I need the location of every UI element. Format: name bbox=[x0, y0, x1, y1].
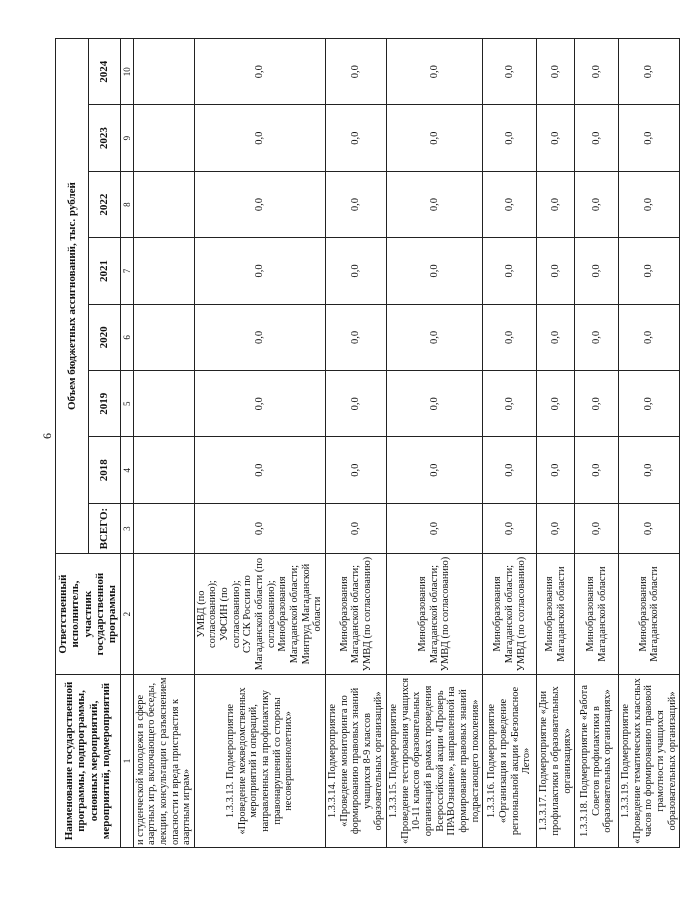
executor-line: Минобразования Магаданской области; bbox=[338, 564, 362, 664]
year-value: 0,0 bbox=[483, 39, 537, 105]
activity-name: 1.3.3.13. Подмероприятие «Проведение межведомственных мероприятий и операций, направленных на профилактику правонарушений со стороны несовершеннолетних» bbox=[194, 674, 325, 847]
column-number: 5 bbox=[120, 371, 133, 437]
year-value: 0,0 bbox=[619, 371, 680, 437]
table-row bbox=[194, 39, 325, 848]
document-page-rotated bbox=[55, 38, 678, 848]
year-value: 0,0 bbox=[325, 437, 386, 503]
table-row bbox=[619, 39, 680, 848]
year-value: 0,0 bbox=[575, 371, 619, 437]
year-value bbox=[133, 171, 194, 237]
total-value: 0,0 bbox=[619, 503, 680, 553]
column-number: 9 bbox=[120, 105, 133, 171]
executor-line: Минобразования Магаданской области; bbox=[492, 564, 515, 664]
column-number: 1 bbox=[120, 674, 133, 847]
header-year: 2020 bbox=[89, 304, 120, 370]
column-number: 2 bbox=[120, 554, 133, 675]
year-value: 0,0 bbox=[325, 105, 386, 171]
executor-line: СУ СК России по Магаданской области (по согласованию); bbox=[242, 557, 277, 671]
total-value: 0,0 bbox=[483, 503, 537, 553]
total-value: 0,0 bbox=[575, 503, 619, 553]
executor-line: Минобразования Магаданской области; bbox=[277, 564, 300, 664]
executor-cell bbox=[537, 554, 575, 675]
year-value: 0,0 bbox=[575, 171, 619, 237]
year-value bbox=[133, 371, 194, 437]
header-year: 2019 bbox=[89, 371, 120, 437]
year-value: 0,0 bbox=[483, 371, 537, 437]
executor-cell bbox=[133, 554, 194, 675]
executor-cell bbox=[483, 554, 537, 675]
executor-line: УФСИН (по согласованию); bbox=[219, 580, 242, 648]
column-number: 3 bbox=[120, 503, 133, 553]
year-value: 0,0 bbox=[387, 304, 483, 370]
page-number: 6 bbox=[40, 433, 54, 439]
total-value: 0,0 bbox=[537, 503, 575, 553]
year-value bbox=[133, 105, 194, 171]
activity-name: 1.3.3.14. Подмероприятие «Проведение мониторинга по формированию правовых знаний учащихся 8-9 классов образовательных организаций» bbox=[325, 674, 386, 847]
header-col-executor: Ответственный исполнитель, участник государственной программы bbox=[56, 554, 121, 675]
activity-name: 1.3.3.15. Подмероприятие «Проведение тестирования учащихся 10-11 классов образовательных организаций в рамках проведения Всероссийской акции «Проверь ПРАВОзнание», направленной на формирование правовых знаний подрастающего поколения» bbox=[387, 674, 483, 847]
column-number: 10 bbox=[120, 39, 133, 105]
year-value: 0,0 bbox=[575, 105, 619, 171]
year-value: 0,0 bbox=[537, 238, 575, 304]
year-value: 0,0 bbox=[194, 171, 325, 237]
year-value bbox=[133, 238, 194, 304]
header-year: 2021 bbox=[89, 238, 120, 304]
budget-table bbox=[55, 38, 680, 848]
header-year: 2024 bbox=[89, 39, 120, 105]
year-value: 0,0 bbox=[387, 105, 483, 171]
year-value: 0,0 bbox=[483, 171, 537, 237]
year-value: 0,0 bbox=[194, 238, 325, 304]
table-row bbox=[133, 39, 194, 848]
executor-cell bbox=[387, 554, 483, 675]
year-value: 0,0 bbox=[537, 437, 575, 503]
table-row bbox=[537, 39, 575, 848]
year-value: 0,0 bbox=[387, 171, 483, 237]
year-value: 0,0 bbox=[483, 238, 537, 304]
year-value: 0,0 bbox=[325, 304, 386, 370]
year-value: 0,0 bbox=[325, 371, 386, 437]
year-value: 0,0 bbox=[387, 371, 483, 437]
table-row bbox=[325, 39, 386, 848]
year-value bbox=[133, 39, 194, 105]
year-value: 0,0 bbox=[575, 39, 619, 105]
year-value: 0,0 bbox=[537, 304, 575, 370]
activity-name: 1.3.3.17. Подмероприятие «Дни профилактики в образовательных организациях» bbox=[537, 674, 575, 847]
year-value: 0,0 bbox=[619, 171, 680, 237]
header-budget-title: Объем бюджетных ассигнований, тыс. рублей bbox=[56, 39, 89, 554]
year-value: 0,0 bbox=[619, 238, 680, 304]
year-value: 0,0 bbox=[325, 39, 386, 105]
year-value: 0,0 bbox=[575, 238, 619, 304]
year-value: 0,0 bbox=[619, 437, 680, 503]
total-value: 0,0 bbox=[387, 503, 483, 553]
column-number: 4 bbox=[120, 437, 133, 503]
year-value: 0,0 bbox=[194, 371, 325, 437]
executor-line: УМВД (по согласованию); bbox=[195, 580, 219, 648]
header-year: 2022 bbox=[89, 171, 120, 237]
table-row bbox=[387, 39, 483, 848]
executor-line: Минтруд Магаданской области bbox=[300, 563, 324, 665]
executor-cell bbox=[325, 554, 386, 675]
year-value: 0,0 bbox=[325, 238, 386, 304]
executor-line: Минобразования Магаданской области bbox=[585, 566, 608, 662]
column-number: 6 bbox=[120, 304, 133, 370]
activity-name: 1.3.3.19. Подмероприятие «Проведение тематических классных часов по формированию правовой грамотности учащихся образовательных организаций» bbox=[619, 674, 680, 847]
year-value: 0,0 bbox=[619, 105, 680, 171]
year-value: 0,0 bbox=[483, 437, 537, 503]
total-value: 0,0 bbox=[325, 503, 386, 553]
executor-line: Минобразования Магаданской области bbox=[637, 566, 661, 662]
executor-line: УМВД (по согласованию) bbox=[440, 556, 452, 672]
header-year: 2018 bbox=[89, 437, 120, 503]
year-value: 0,0 bbox=[575, 437, 619, 503]
table-body bbox=[133, 39, 680, 848]
column-number: 7 bbox=[120, 238, 133, 304]
year-value: 0,0 bbox=[537, 39, 575, 105]
column-number: 8 bbox=[120, 171, 133, 237]
year-value: 0,0 bbox=[194, 304, 325, 370]
executor-cell bbox=[619, 554, 680, 675]
year-value: 0,0 bbox=[575, 304, 619, 370]
header-year: 2023 bbox=[89, 105, 120, 171]
executor-line: УМВД (по согласованию) bbox=[361, 556, 373, 672]
activity-name: 1.3.3.16. Подмероприятие «Организация и проведение региональной акции «Безопасное Лето» bbox=[483, 674, 537, 847]
year-value: 0,0 bbox=[537, 105, 575, 171]
year-value: 0,0 bbox=[325, 171, 386, 237]
year-value: 0,0 bbox=[194, 437, 325, 503]
total-value bbox=[133, 503, 194, 553]
executor-cell bbox=[575, 554, 619, 675]
executor-line: Минобразования Магаданской области bbox=[544, 566, 567, 662]
year-value: 0,0 bbox=[483, 304, 537, 370]
year-value: 0,0 bbox=[537, 171, 575, 237]
year-value: 0,0 bbox=[619, 304, 680, 370]
year-value bbox=[133, 304, 194, 370]
year-value: 0,0 bbox=[537, 371, 575, 437]
year-value: 0,0 bbox=[194, 105, 325, 171]
header-total: ВСЕГО: bbox=[89, 503, 120, 553]
year-value: 0,0 bbox=[619, 39, 680, 105]
year-value: 0,0 bbox=[194, 39, 325, 105]
table-row bbox=[483, 39, 537, 848]
year-value: 0,0 bbox=[387, 39, 483, 105]
executor-cell bbox=[194, 554, 325, 675]
activity-name: 1.3.3.18. Подмероприятие «Работа Советов профилактики в образовательных организациях» bbox=[575, 674, 619, 847]
year-value bbox=[133, 437, 194, 503]
activity-name: и студенческой молодежи в сфере азартных игр, включающего беседы, лекции, консультации с разъяснением опасности и вреда пристрастия к азартным играм» bbox=[133, 674, 194, 847]
executor-line: Минобразования Магаданской области; bbox=[417, 564, 440, 664]
year-value: 0,0 bbox=[483, 105, 537, 171]
year-value: 0,0 bbox=[387, 437, 483, 503]
year-value: 0,0 bbox=[387, 238, 483, 304]
header-col-name: Наименование государственной программы, подпрограммы, основных мероприятий, мероприятий, подмероприятий bbox=[56, 674, 121, 847]
table-row bbox=[575, 39, 619, 848]
executor-line: УМВД (по согласованию) bbox=[515, 556, 527, 672]
total-value: 0,0 bbox=[194, 503, 325, 553]
